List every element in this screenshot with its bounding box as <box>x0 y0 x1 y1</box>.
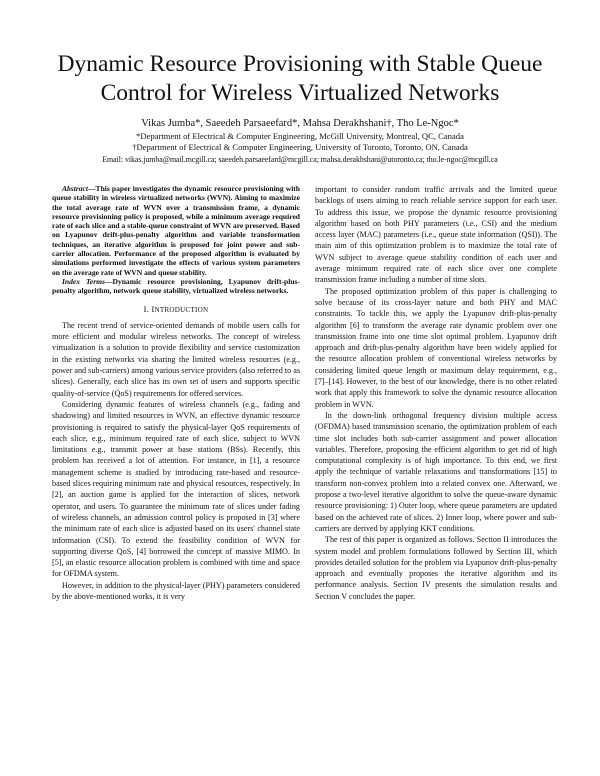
body-paragraph: Considering dynamic features of wireless channels (e.g., fading and shadowing) and limited resources in WVN, an effective dynamic resource provisioning is required to satisfy the physical-layer QoS requirements of each slice, e.g., minimum required rate of each slice, subject to WVN limitations e.g., transmit power at base stations (BSs). Recently, this problem has received a lot of attention. For instance, in [1], a resource management scheme is studied by introducing rate-based and resource-based slices requiring minimum rate and physical resources, respectively. In [2], an auction game is applied for the interaction of slices, network operator, and users. To guarantee the minimum rate of slices under fading of wireless channels, an admission control policy is proposed in [3] where the minimum rate of each slice is adjusted based on its users' channel state information (CSI). To extend the feasibility condition of WVN for supporting diverse QoS, [4] borrowed the concept of massive MIMO. In [5], an elastic resource allocation problem is combined with time and space for OFDMA system. <box>52 399 300 579</box>
author-list: Vikas Jumba*, Saeedeh Parsaeefard*, Mahsa Derakhshani†, Tho Le-Ngoc* <box>141 118 459 129</box>
body-paragraph: The rest of this paper is organized as follows. Section II introduces the system model and problem formulations followed by Section III, which provides detailed solution for the problem via Lyapunov drift-plus-penalty approach and eventually proposes the iterative algorithm and its performance analysis. Section IV presents the simulation results and Section V concludes the paper. <box>315 535 557 601</box>
left-column <box>52 184 300 602</box>
affiliation-mcgill: *Department of Electrical & Computer Engineering, McGill University, Montreal, QC, Canada <box>136 131 464 141</box>
abstract-lead: Abstract <box>62 184 88 193</box>
section-heading-introduction <box>52 304 300 316</box>
affiliation-toronto: †Department of Electrical & Computer Engineering, University of Toronto, Toronto, ON, Canada <box>132 142 468 152</box>
abstract <box>52 184 300 277</box>
author-emails: Email: vikas.jumba@mail.mcgill.ca; saeedeh.parsaeefard@mcgill.ca; mahsa.derakhshani@utoronto.ca; tho.le-ngoc@mcgill.ca <box>102 155 498 164</box>
body-paragraph: In the down-link orthogonal frequency division multiple access (OFDMA) based transmission scenario, the optimization problem of each time slot includes both sub-carrier assignment and power allocation variables. Therefore, proposing the efficient algorithm to get rid of high computational complexity is of high importance. To this end, we first apply the technique of variable relaxations and transformations [15] to transform non-convex problem into a related convex one. Afterward, we propose a two-level iterative algorithm to solve the queue-aware dynamic resource provisioning: 1) Outer loop, where queue parameters are updated based on the achieved rate of slices. 2) Inner loop, where power and sub-carriers are derived by applying KKT conditions. <box>315 410 557 533</box>
index-terms-lead: Index Terms <box>62 276 105 286</box>
index-terms <box>52 277 300 296</box>
section-title-rest: NTRODUCTION <box>154 305 209 314</box>
section-numeral: I. <box>143 304 150 314</box>
body-paragraph: important to consider random traffic arrivals and the limited queue backlogs of users aiming to reach reliable service support for each user. To address this issue, we propose the dynamic resource provisioning algorithm based on both PHY parameters (i.e., CSI) and the medium access layer (MAC) parameters (i.e., queue state information (QSI)). The main aim of this optimization problem is to maximize the total rate of WVN subject to average queue stability condition of each user and average minimum required rate of each slice over one complete transmission frame including a number of time slots. <box>315 185 557 285</box>
section-title-initial: I <box>151 304 155 314</box>
abstract-text: —This paper investigates the dynamic resource provisioning with queue stability in wireless virtualized networks (WVN). Aiming to maximize the total average rate of WVN over a transmission frame, a dynamic resource provisioning policy is proposed, while a minimum average required rate of each slice and a stable-queue constraint of WVN are preserved. Based on Lyapunov drift-plus-penalty algorithm and variable transformation techniques, an iterative algorithm is proposed for joint power and sub-carrier allocation. Performance of the proposed algorithm is evaluated by simulations performed investigate the effects of various system parameters on the average rate of WVN and queue stability. <box>52 184 300 277</box>
right-column <box>315 184 557 602</box>
index-terms-text: —Dynamic resource provisioning, Lyapunov drift-plus-penalty algorithm, network queue stability, virtualized wireless networks. <box>52 276 300 296</box>
body-paragraph: The proposed optimization problem of this paper is challenging to solve because of its cross-layer nature and both PHY and MAC constraints. To tackle this, we apply the Lyapunov drift-plus-penalty algorithm [6] to transform the average rate dynamic problem over one transmission frame into one time slot optimal problem. Lyapunov drift approach and drift-plus-penalty algorithm have been widely applied for the resource allocation problem of conventional wireless networks by considering limited queue length or maximum delay requirement, e.g., [7]–[14]. However, to the best of our knowledge, there is no other related work that apply this framework to solve the dynamic resource allocation problem in WVN. <box>315 286 557 409</box>
body-paragraph: The recent trend of service-oriented demands of mobile users calls for more efficient and modular wireless networks. The concept of wireless virtualization is a solution to provide flexibility and service customization in the existing networks via sharing the limited wireless resources (e.g., power and sub-carriers) among various service providers (also referred to as slices). Generally, each slice has its own set of users and supports specific quality-of-service (QoS) requirements for offered services. <box>52 320 300 398</box>
paper-title: Dynamic Resource Provisioning with Stable Queue Control for Wireless Virtualized Networks <box>57 51 543 106</box>
body-paragraph: However, in addition to the physical-layer (PHY) parameters considered by the above-mentioned works, it is very <box>52 580 300 601</box>
